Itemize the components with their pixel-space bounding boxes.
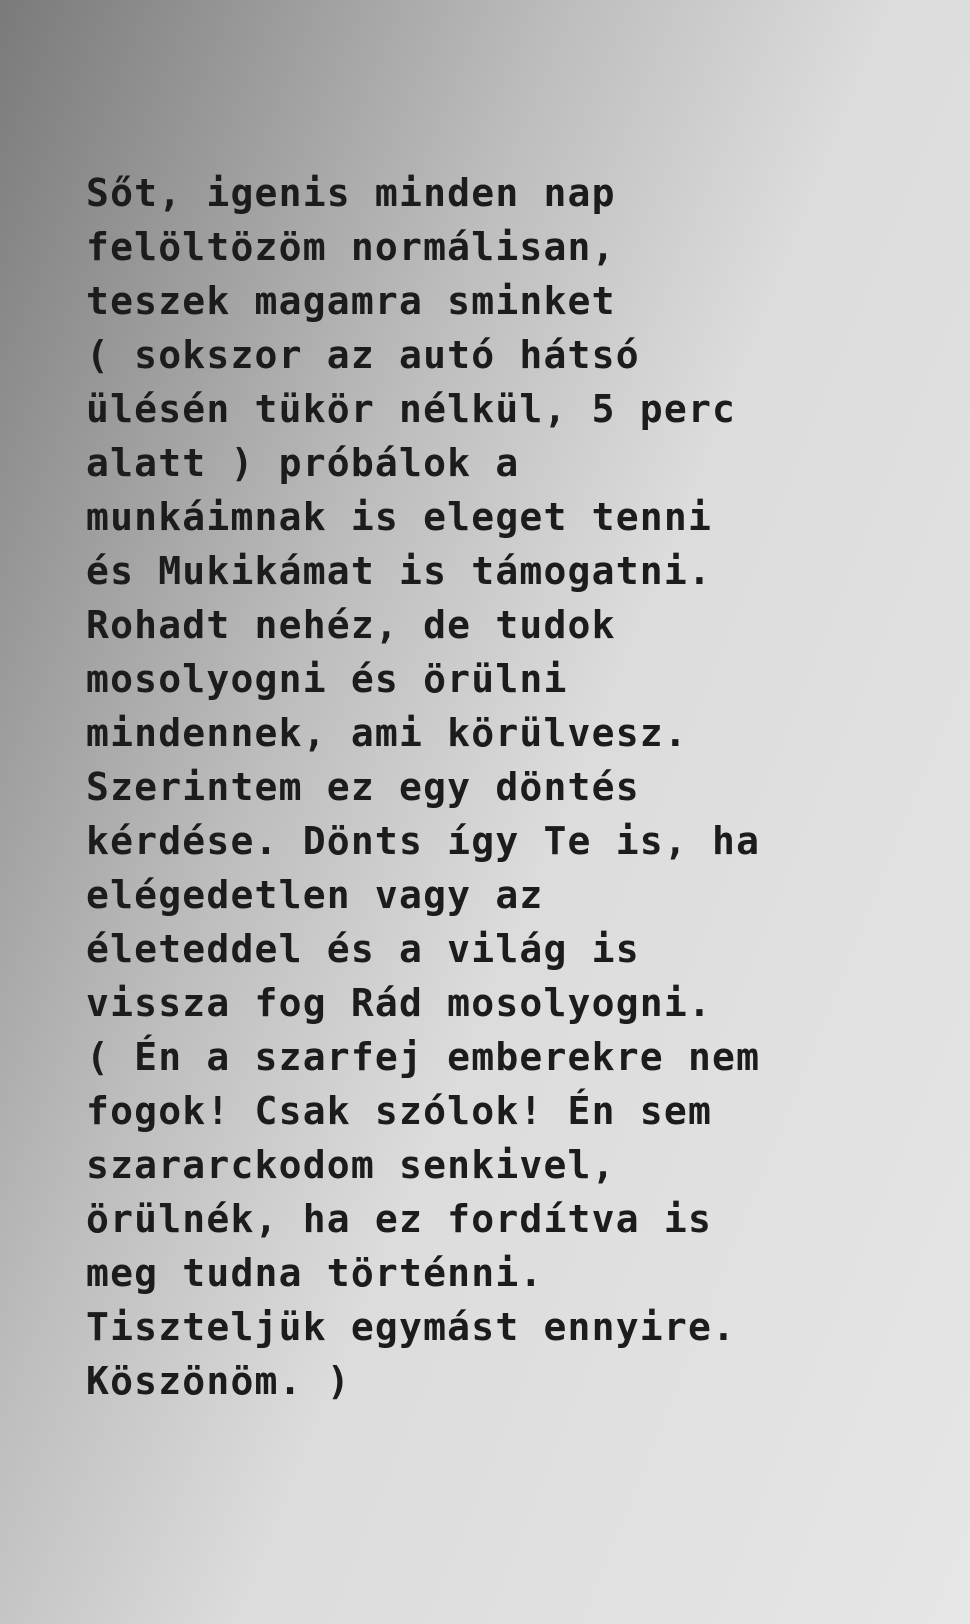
story-text-line: vissza fog Rád mosolyogni. [86, 981, 713, 1025]
story-text-line: mosolyogni és örülni [86, 657, 568, 701]
story-text-line: örülnék, ha ez fordítva is [86, 1197, 713, 1241]
story-text-line: ( Én a szarfej emberekre nem [86, 1035, 761, 1079]
story-text-line: fogok! Csak szólok! Én sem [86, 1089, 713, 1133]
story-text-line: Rohadt nehéz, de tudok [86, 603, 616, 647]
story-text-block [86, 166, 946, 1408]
story-text-line: szararckodom senkivel, [86, 1143, 616, 1187]
story-text-line: felöltözöm normálisan, [86, 225, 616, 269]
story-text-line: Köszönöm. ) [86, 1359, 351, 1403]
story-text-line: elégedetlen vagy az [86, 873, 544, 917]
story-text-line: és Mukikámat is támogatni. [86, 549, 713, 593]
story-text-line: munkáimnak is eleget tenni [86, 495, 713, 539]
story-text-line: Sőt, igenis minden nap [86, 171, 616, 215]
story-text-line: meg tudna történni. [86, 1251, 544, 1295]
story-text-line: Szerintem ez egy döntés [86, 765, 640, 809]
story-text-line: kérdése. Dönts így Te is, ha [86, 819, 761, 863]
story-text-line: ( sokszor az autó hátsó [86, 333, 640, 377]
story-text-line: életeddel és a világ is [86, 927, 640, 971]
story-text-line: mindennek, ami körülvesz. [86, 711, 688, 755]
story-text-line: ülésén tükör nélkül, 5 perc [86, 387, 737, 431]
story-text-line: Tiszteljük egymást ennyire. [86, 1305, 737, 1349]
story-text-line: alatt ) próbálok a [86, 441, 520, 485]
story-text-line: teszek magamra sminket [86, 279, 616, 323]
